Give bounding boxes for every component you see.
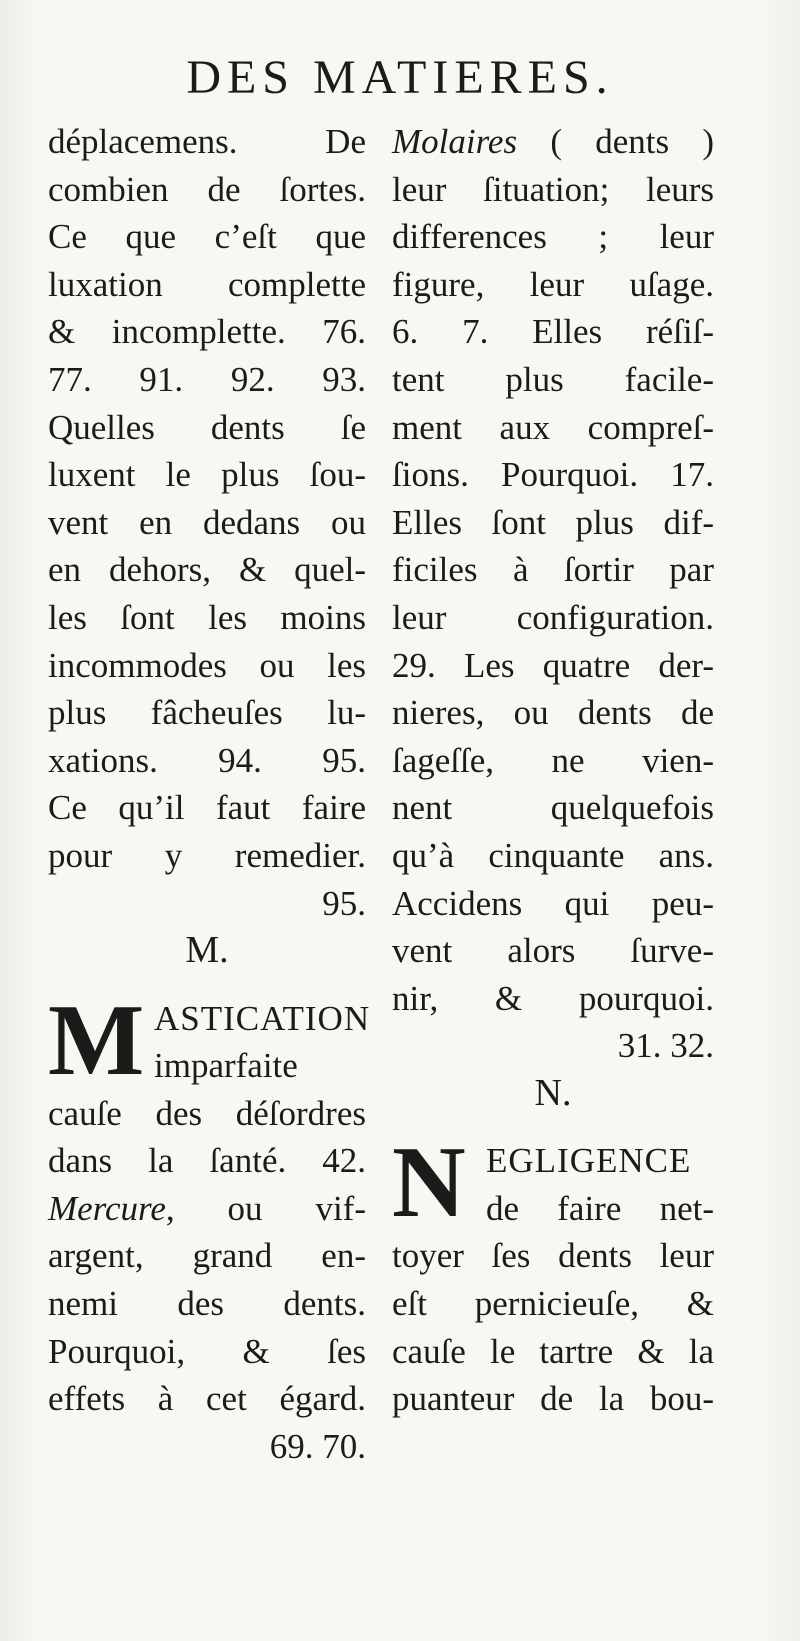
index-line: Quelles dents ſe <box>48 407 366 447</box>
index-line: vent alors ſurve- <box>392 931 714 971</box>
right-column <box>392 118 714 1423</box>
page-reference: 95. <box>322 883 366 923</box>
index-line: nieres, ou dents de <box>392 693 714 733</box>
index-line: dans la ſanté. 42. <box>48 1141 366 1181</box>
index-line: vent en dedans ou <box>48 502 366 542</box>
index-line: puanteur de la bou- <box>392 1379 714 1419</box>
section-letter-n: N. <box>534 1071 572 1114</box>
page-header: DES MATIERES. <box>186 51 614 104</box>
index-line: effets à cet égard. <box>48 1379 366 1419</box>
index-line: Pourquoi, & ſes <box>48 1331 366 1371</box>
index-line: de faire net- <box>486 1189 714 1229</box>
entry-mercure <box>48 1185 366 1233</box>
index-line: argent, grand en- <box>48 1236 366 1276</box>
index-line-rest: , ou vif- <box>165 1188 366 1228</box>
index-line: differences ; leur <box>392 217 714 257</box>
index-line: ſions. Pourquoi. 17. <box>392 455 714 495</box>
section-letter-m: M. <box>185 929 229 972</box>
index-line: incommodes ou les <box>48 645 366 685</box>
entry-mastication <box>48 983 371 1097</box>
index-line: ſageſſe, ne vien- <box>392 740 714 780</box>
index-line: cauſe des déſordres <box>48 1093 366 1133</box>
index-line: imparfaite <box>154 1046 298 1086</box>
index-line: nent quelquefois <box>392 788 714 828</box>
drop-cap-n: N <box>392 1126 466 1240</box>
index-line: tent plus facile- <box>392 359 714 399</box>
page-reference: 31. 32. <box>617 1026 714 1066</box>
index-line: qu’à cinquante ans. <box>392 835 714 875</box>
index-line: cauſe le tartre & la <box>392 1331 714 1371</box>
index-line: leur configuration. <box>392 597 714 637</box>
index-line: & incomplette. 76. <box>48 312 366 352</box>
index-line: nemi des dents. <box>48 1284 366 1324</box>
entry-headword: Mercure <box>48 1188 166 1228</box>
entry-headword: EGLIGENCE <box>486 1141 692 1181</box>
index-line: combien de ſortes. <box>48 169 366 209</box>
entry-headword: ASTICATION <box>154 998 371 1038</box>
index-line: Elles ſont plus dif- <box>392 502 714 542</box>
index-line: luxent le plus ſou- <box>48 455 366 495</box>
index-line: 6. 7. Elles réſiſ- <box>392 312 714 352</box>
index-line: luxation complette <box>48 264 366 304</box>
index-line: pour y remedier. <box>48 835 366 875</box>
index-line: en dehors, & quel- <box>48 550 366 590</box>
index-line: nir, & pourquoi. <box>392 978 714 1018</box>
page-reference: 69. 70. <box>269 1426 366 1466</box>
index-line: eſt pernicieuſe, & <box>392 1284 714 1324</box>
index-line: ficiles à ſortir par <box>392 550 714 590</box>
index-line: ment aux compreſ- <box>392 407 714 447</box>
index-line: les ſont les moins <box>48 597 366 637</box>
entry-headword: Molaires <box>392 122 518 161</box>
index-line: 77. 91. 92. 93. <box>48 359 366 399</box>
index-line: Ce qu’il faut faire <box>48 788 366 828</box>
index-line: xations. 94. 95. <box>48 740 366 780</box>
index-line: toyer ſes dents leur <box>392 1236 714 1276</box>
index-line: 29. Les quatre der- <box>392 645 714 685</box>
index-line: déplacemens. De <box>48 122 366 161</box>
index-line: Accidens qui peu- <box>392 883 714 923</box>
left-column <box>48 118 371 1470</box>
index-line: leur ſituation; leurs <box>392 169 714 209</box>
drop-cap-m: M <box>48 983 145 1097</box>
entry-molaires <box>392 118 714 166</box>
index-line-rest: ( dents ) <box>517 122 714 161</box>
index-line: figure, leur uſage. <box>392 264 714 304</box>
index-line: Ce que c’eſt que <box>48 217 366 257</box>
index-line: plus fâcheuſes lu- <box>48 693 366 733</box>
entry-negligence <box>392 1126 714 1240</box>
